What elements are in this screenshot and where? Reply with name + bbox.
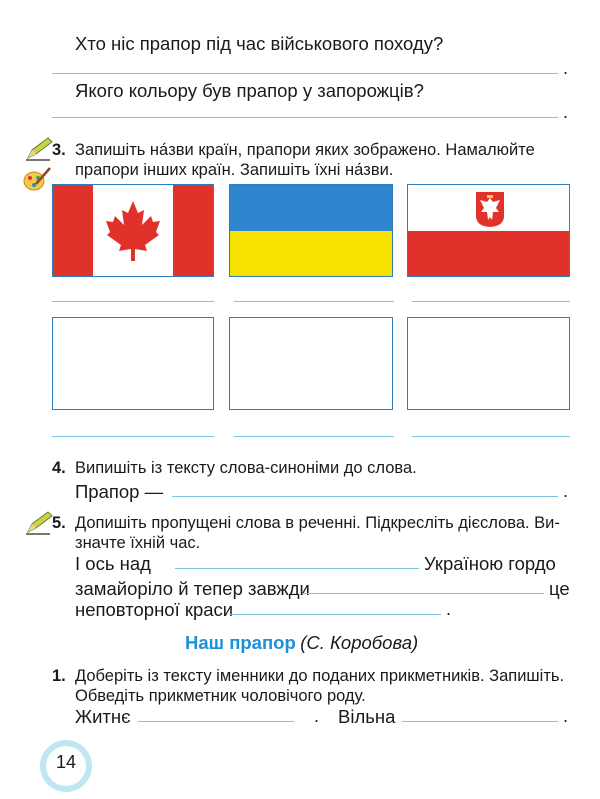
sentence-part: замайоріло й тепер завжди bbox=[75, 578, 310, 599]
drawing-box[interactable] bbox=[229, 317, 393, 410]
answer-line[interactable] bbox=[52, 436, 214, 437]
section-heading bbox=[185, 632, 418, 654]
task4-prompt: Прапор — bbox=[75, 481, 164, 502]
section-author: (С. Коробова) bbox=[300, 632, 419, 653]
period: . bbox=[563, 481, 569, 501]
answer-line[interactable] bbox=[412, 301, 570, 302]
task-number: 3. bbox=[52, 141, 66, 159]
ukraine-flag bbox=[229, 184, 393, 277]
maple-leaf-icon bbox=[105, 199, 161, 261]
answer-line[interactable] bbox=[234, 436, 394, 437]
pencil-icon bbox=[24, 510, 54, 536]
task5-instruction-line1: Допишіть пропущені слова в реченні. Підкресліть дієслова. Ви- bbox=[75, 514, 560, 532]
adjective-1: Житнє bbox=[75, 706, 131, 727]
period: . bbox=[563, 706, 569, 726]
answer-line[interactable] bbox=[234, 301, 394, 302]
answer-line[interactable] bbox=[175, 568, 419, 569]
answer-line[interactable] bbox=[138, 721, 294, 722]
drawing-box[interactable] bbox=[52, 317, 214, 410]
answer-line[interactable] bbox=[229, 614, 441, 615]
canada-flag bbox=[52, 184, 214, 277]
section-title: Наш прапор bbox=[185, 632, 296, 653]
adjective-2: Вільна bbox=[338, 706, 396, 727]
sentence-part: це bbox=[549, 578, 570, 599]
task-number: 4. bbox=[52, 459, 66, 477]
period: . bbox=[563, 102, 569, 122]
answer-line[interactable] bbox=[412, 436, 570, 437]
white-eagle-emblem-icon bbox=[474, 190, 506, 228]
task-number: 5. bbox=[52, 514, 66, 532]
answer-line[interactable] bbox=[52, 117, 558, 118]
period: . bbox=[563, 58, 569, 78]
paint-brush-icon bbox=[22, 164, 52, 194]
question-flag-color: Якого кольору був прапор у запорожців? bbox=[75, 80, 424, 101]
task1-instruction-line1: Доберіть із тексту іменники до поданих прикметників. Запишіть. bbox=[75, 667, 565, 685]
question-flag-carrier: Хто ніс прапор під час військового походу? bbox=[75, 33, 444, 54]
period: . bbox=[314, 706, 320, 726]
task3-instruction-line2: прапори інших країн. Запишіть їхні на́зви. bbox=[75, 161, 394, 179]
answer-line[interactable] bbox=[52, 301, 214, 302]
period: . bbox=[446, 599, 452, 619]
answer-line[interactable] bbox=[302, 593, 544, 594]
answer-line[interactable] bbox=[402, 721, 558, 722]
answer-line[interactable] bbox=[172, 496, 558, 497]
task4-instruction: Випишіть із тексту слова-синоніми до слова. bbox=[75, 459, 417, 477]
task3-instruction-line1: Запишіть на́зви країн, прапори яких зображено. Намалюйте bbox=[75, 141, 535, 159]
page-number: 14 bbox=[55, 752, 77, 772]
sentence-part: неповторної краси bbox=[75, 599, 234, 620]
pencil-icon bbox=[24, 136, 54, 162]
task-number: 1. bbox=[52, 667, 66, 685]
sentence-part: Україною гордо bbox=[424, 553, 556, 574]
task1-instruction-line2: Обведіть прикметник чоловічого роду. bbox=[75, 687, 366, 705]
task5-instruction-line2: значте їхній час. bbox=[75, 534, 201, 552]
sentence-part: І ось над bbox=[75, 553, 151, 574]
answer-line[interactable] bbox=[52, 73, 558, 74]
drawing-box[interactable] bbox=[407, 317, 570, 410]
poland-flag bbox=[407, 184, 570, 277]
